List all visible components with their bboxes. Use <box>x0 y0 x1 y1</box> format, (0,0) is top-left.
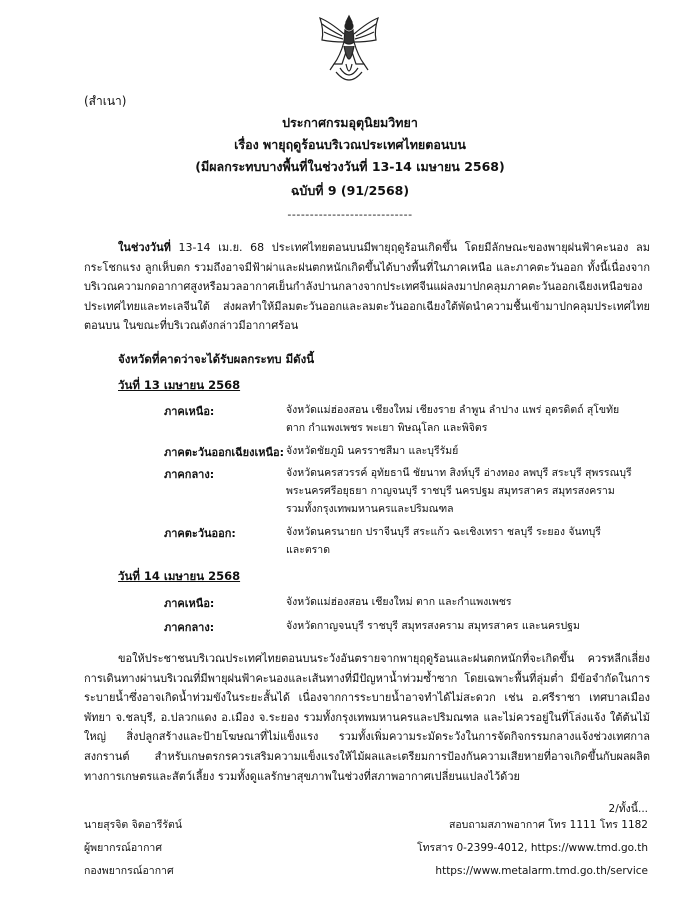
copy-label: (สำเนา) <box>84 94 127 108</box>
announcement-org: ประกาศกรมอุตุนิยมวิทยา <box>282 115 418 130</box>
day-1-provinces-east: จังหวัดนครนายก ปราจีนบุรี สระแก้ว ฉะเชิงเทรา ชลบุรี ระยอง จันทบุรี และตราด <box>286 526 601 556</box>
announcement-effect: (มีผลกระทบบางพื้นที่ในช่วงวันที่ 13-14 เมษายน 2568) <box>195 159 505 174</box>
contact-hotline: สอบถามสภาพอากาศ โทร 1111 โทร 1182 <box>448 819 648 831</box>
day-2-region-central: ภาคกลาง: <box>164 621 215 634</box>
day-1-region-east: ภาคตะวันออก: <box>164 527 236 540</box>
day-2-provinces-central: จังหวัดกาญจนบุรี ราชบุรี สมุทรสงคราม สมุทรสาคร และนครปฐม <box>286 620 580 632</box>
day-1-date: วันที่ 13 เมษายน 2568 <box>118 378 241 392</box>
day-1-provinces-northeast: จังหวัดชัยภูมิ นครราชสีมา และบุรีรัมย์ <box>286 445 459 457</box>
contact-service-url: https://www.metalarm.tmd.go.th/service <box>435 865 648 877</box>
title-divider: ---------------------------- <box>287 208 413 221</box>
day-1-provinces-north: จังหวัดแม่ฮ่องสอน เชียงใหม่ เชียงราย ลำพูน ลำปาง แพร่ อุตรดิตถ์ สุโขทัย ตาก กำแพงเพชร พะเยา พิษณุโลก และพิจิตร <box>286 404 620 434</box>
signature-division: กองพยากรณ์อากาศ <box>84 865 174 877</box>
intro-lead: ในช่วงวันที่ <box>118 241 171 254</box>
day-1-region-central: ภาคกลาง: <box>164 468 215 481</box>
advice-paragraph <box>84 649 650 786</box>
signature-block <box>84 814 182 883</box>
garuda-emblem-icon <box>316 12 382 90</box>
intro-paragraph <box>84 238 650 336</box>
intro-text: 13-14 เม.ย. 68 ประเทศไทยตอนบนมีพายุฤดูร้อนเกิดขึ้น โดยมีลักษณะของพายุฝนฟ้าคะนอง ลมกระโชกแรง ลูกเห็บตก รวมถึงอาจมีฟ้าผ่าและฝนตกหนักเกิดขึ้นได้บางพื้นที่ในภาคเหนือ และภาคตะวันออก ทั้งนี้เนื่องจากบริเวณความกดอากาศสูงหรือมวลอากาศเย็นกำลังปานกลางจากประเทศจีนแผ่ลงมาปกคลุมภาคตะวันออกเฉียงเหนือของประเทศไทยและทะเลจีนใต้ ส่งผลทำให้มีลมตะวันออกและลมตะวันออกเฉียงใต้พัดนำความชื้นเข้ามาปกคลุมประเทศไทยตอนบน ในขณะที่บริเวณดังกล่าวมีอากาศร้อน <box>84 241 650 333</box>
day-1-region-northeast: ภาคตะวันออกเฉียงเหนือ: <box>164 446 285 459</box>
day-1-region-north: ภาคเหนือ: <box>164 405 215 418</box>
day-1-provinces-central: จังหวัดนครสวรรค์ อุทัยธานี ชัยนาท สิงห์บุรี อ่างทอง ลพบุรี สระบุรี สุพรรณบุรี พระนครศรีอยุธยา กาญจนบุรี ราชบุรี นครปฐม สมุทรสาคร สมุทรสงคราม รวมทั้งกรุงเทพมหานครและปริมณฑล <box>286 467 632 515</box>
affected-heading: จังหวัดที่คาดว่าจะได้รับผลกระทบ มีดังนี้ <box>118 352 315 366</box>
contact-block <box>417 814 648 883</box>
day-2-region-north: ภาคเหนือ: <box>164 597 215 610</box>
day-2-provinces-north: จังหวัดแม่ฮ่องสอน เชียงใหม่ ตาก และกำแพงเพชร <box>286 596 512 608</box>
contact-fax-web: โทรสาร 0-2399-4012, https://www.tmd.go.th <box>417 842 648 854</box>
signature-role: ผู้พยากรณ์อากาศ <box>84 842 162 854</box>
announcement-issue: ฉบับที่ 9 (91/2568) <box>290 183 410 198</box>
announcement-subject: เรื่อง พายุฤดูร้อนบริเวณประเทศไทยตอนบน <box>234 137 466 152</box>
day-2-date: วันที่ 14 เมษายน 2568 <box>118 569 241 583</box>
advice-text: ขอให้ประชาชนบริเวณประเทศไทยตอนบนระวังอันตรายจากพายุฤดูร้อนและฝนตกหนักที่จะเกิดขึ้น ควรหลีกเลี่ยงการเดินทางผ่านบริเวณที่มีพายุฝนฟ้าคะนองและเส้นทางที่มีปัญหาน้ำท่วมซ้ำซาก โดยเฉพาะพื้นที่ลุ่มต่ำ มีข้อจำกัดในการระบายน้ำซึ่งอาจเกิดน้ำท่วมขังในระยะสั้นได้ เนื่องจากการระบายน้ำอาจทำได้ไม่สะดวก เช่น อ.ศรีราชา เทศบาลเมืองพัทยา จ.ชลบุรี, อ.ปลวกแดง อ.เมือง จ.ระยอง รวมทั้งกรุงเทพมหานครและปริมณฑล และไม่ควรอยู่ในที่โล่งแจ้ง ใต้ต้นไม้ใหญ่ สิ่งปลูกสร้างและป้ายโฆษณาที่ไม่แข็งแรง รวมทั้งเพิ่มความระมัดระวังในการจัดกิจกรรมกลางแจ้งช่วงเทศกาลสงกรานต์ สำหรับเกษตรกรควรเสริมความแข็งแรงให้ไม้ผลและเตรียมการป้องกันความเสียหายที่อาจเกิดขึ้นกับผลผลิตทางการเกษตรและสัตว์เลี้ยง รวมทั้งดูแลรักษาสุขภาพในช่วงที่สภาพอากาศเปลี่ยนแปลงไว้ด้วย <box>84 652 650 783</box>
signature-name: นายสุรจิต จิตอารีรัตน์ <box>84 819 183 831</box>
next-page-marker: 2/ทั้งนี้... <box>608 803 648 815</box>
